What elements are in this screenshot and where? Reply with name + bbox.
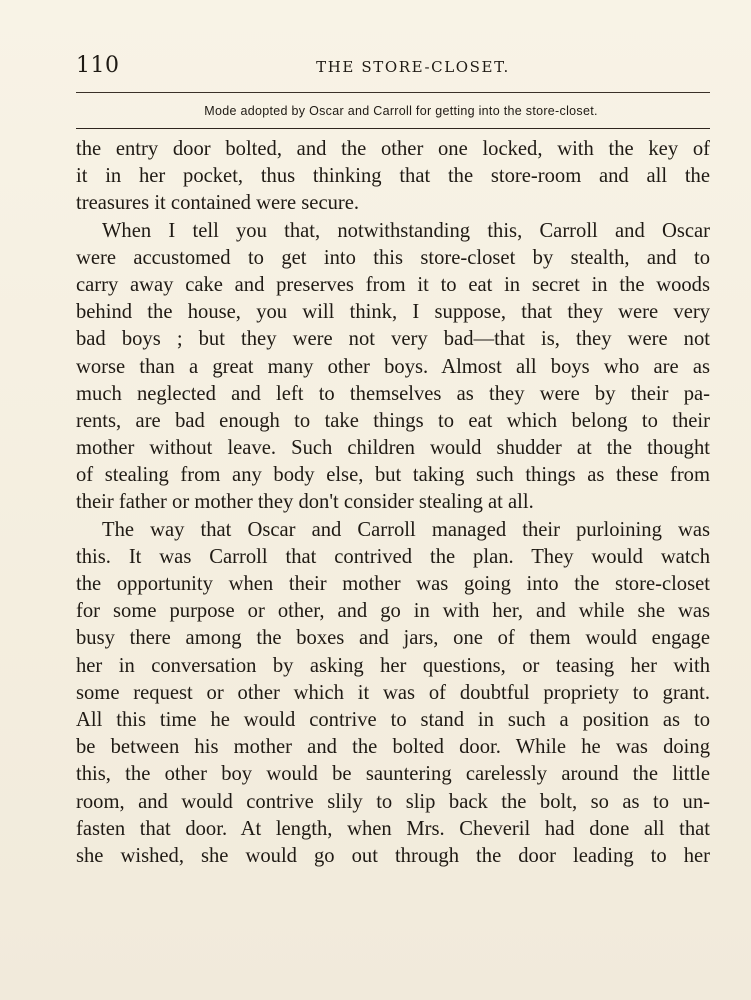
illustration-caption: Mode adopted by Oscar and Carroll for getting into the store-closet. bbox=[204, 104, 598, 118]
text-line: their father or mother they don't consider stealing at all. bbox=[76, 491, 534, 514]
text-line: this, the other boy would be sauntering carelessly around the little bbox=[76, 763, 710, 786]
page-number: 110 bbox=[76, 53, 120, 78]
text-line: All this time he would contrive to stand in such a position as to bbox=[76, 708, 710, 731]
text-line: much neglected and left to themselves as they were by their pa- bbox=[76, 382, 710, 405]
header-rule-bottom bbox=[76, 128, 710, 129]
text-line: some request or other which it was of doubtful propriety to grant. bbox=[76, 681, 710, 704]
text-line: carry away cake and preserves from it to eat in secret in the woods bbox=[76, 273, 710, 296]
body-text bbox=[76, 136, 710, 870]
text-line: behind the house, you will think, I suppose, that they were very bbox=[76, 301, 710, 324]
text-line: mother without leave. Such children would shudder at the thought bbox=[76, 437, 710, 460]
running-title: THE STORE-CLOSET. bbox=[316, 58, 510, 76]
text-line: The way that Oscar and Carroll managed their purloining was bbox=[102, 518, 710, 541]
text-line: busy there among the boxes and jars, one of them would engage bbox=[76, 627, 710, 650]
text-line: treasures it contained were secure. bbox=[76, 192, 360, 215]
page-header bbox=[76, 52, 710, 82]
text-line: rents, are bad enough to take things to eat which belong to their bbox=[76, 409, 710, 432]
text-line: it in her pocket, thus thinking that the store-room and all the bbox=[76, 165, 710, 188]
text-line: room, and would contrive slily to slip back the bolt, so as to un- bbox=[76, 790, 710, 813]
text-line: worse than a great many other boys. Almost all boys who are as bbox=[76, 355, 710, 378]
text-line: her in conversation by asking her questions, or teasing her with bbox=[76, 654, 710, 677]
text-line: When I tell you that, notwithstanding this, Carroll and Oscar bbox=[102, 219, 710, 242]
text-line: were accustomed to get into this store-closet by stealth, and to bbox=[76, 246, 710, 269]
text-line: she wished, she would go out through the door leading to her bbox=[76, 844, 710, 867]
text-line: fasten that door. At length, when Mrs. Cheveril had done all that bbox=[76, 817, 710, 840]
text-line: the opportunity when their mother was going into the store-closet bbox=[76, 573, 710, 595]
text-line: the entry door bolted, and the other one locked, with the key of bbox=[76, 138, 710, 160]
text-line: be between his mother and the bolted door. While he was doing bbox=[76, 736, 710, 759]
text-line: this. It was Carroll that contrived the plan. They would watch bbox=[76, 545, 710, 568]
text-line: of stealing from any body else, but taking such things as these from bbox=[76, 464, 710, 487]
text-line: for some purpose or other, and go in with her, and while she was bbox=[76, 600, 710, 623]
text-line: bad boys ; but they were not very bad—that is, they were not bbox=[76, 328, 710, 351]
header-rule-top bbox=[76, 92, 710, 93]
